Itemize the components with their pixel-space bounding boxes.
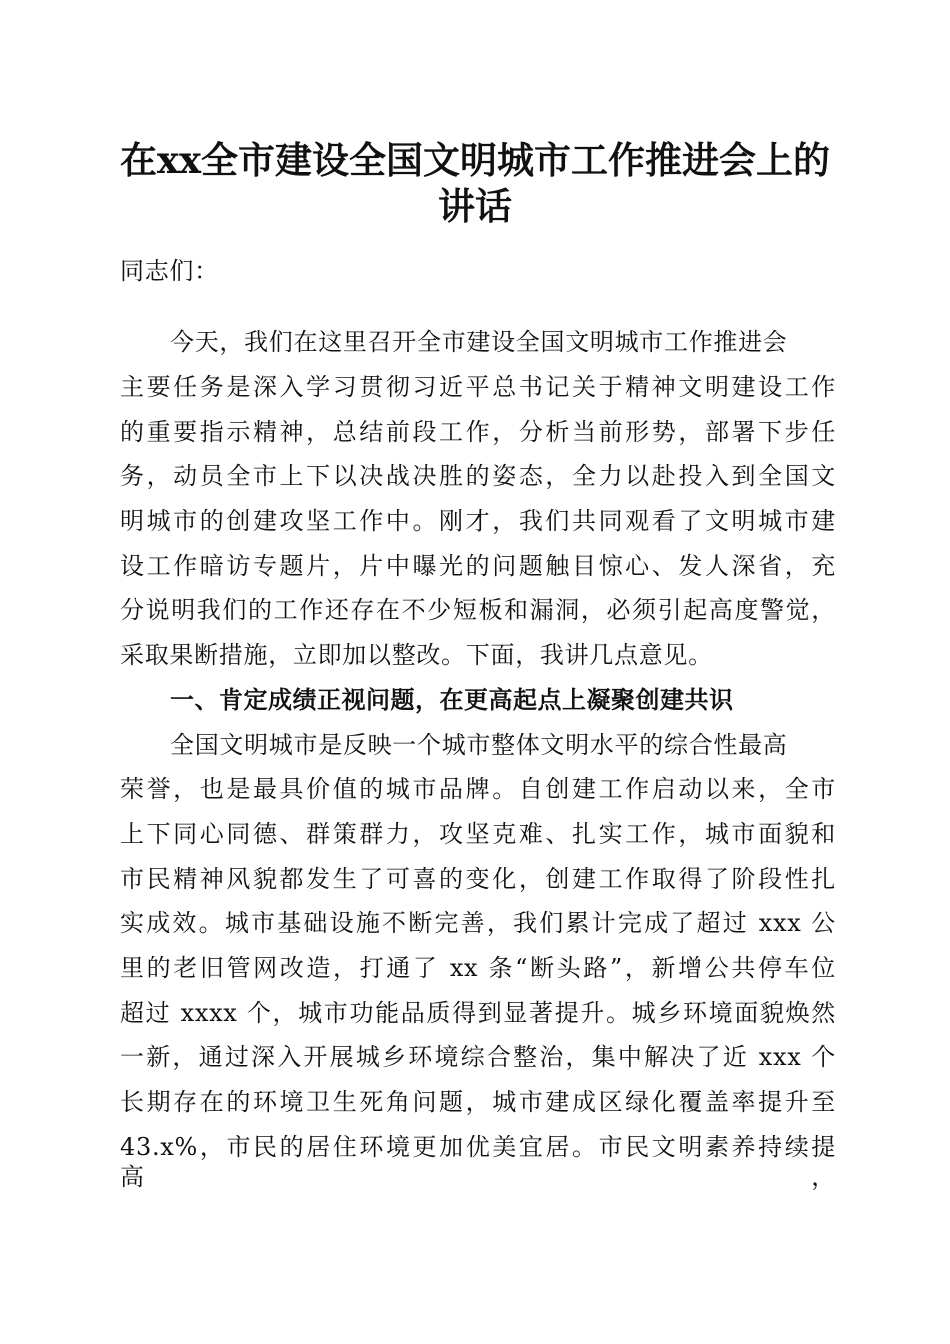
para1-line-2: 主要任务是深入学习贯彻习近平总书记关于精神文明建设工作 (120, 373, 836, 401)
document-title-line-2: 讲话 (438, 184, 512, 228)
para2-line-10: 43.x%，市民的居住环境更加优美宜居。市民文明素养持续提高， (120, 1133, 836, 1191)
document-title-line-1: 在xx全市建设全国文明城市工作推进会上的 (119, 138, 831, 182)
para2-line-4: 市民精神风貌都发生了可喜的变化，创建工作取得了阶段性扎 (120, 865, 836, 893)
para2-line-9: 长期存在的环境卫生死角问题，城市建成区绿化覆盖率提升至 (120, 1088, 836, 1116)
para1-line-5: 明城市的创建攻坚工作中。刚才，我们共同观看了文明城市建 (120, 507, 836, 535)
para1-line-3: 的重要指示精神，总结前段工作，分析当前形势，部署下步任 (120, 418, 836, 446)
para2-line-5: 实成效。城市基础设施不断完善，我们累计完成了超过 xxx 公 (120, 909, 836, 937)
para2-line-8: 一新，通过深入开展城乡环境综合整治，集中解决了近 xxx 个 (120, 1043, 836, 1071)
para1-line-1: 今天，我们在这里召开全市建设全国文明城市工作推进会 (170, 328, 788, 356)
para2-line-7: 超过 xxxx 个，城市功能品质得到显著提升。城乡环境面貌焕然 (120, 999, 836, 1027)
para1-line-6: 设工作暗访专题片，片中曝光的问题触目惊心、发人深省，充 (120, 552, 836, 580)
para2-line-2: 荣誉，也是最具价值的城市品牌。自创建工作启动以来，全市 (120, 775, 836, 803)
para2-line-6: 里的老旧管网改造，打通了 xx 条“断头路”，新增公共停车位 (120, 954, 836, 982)
para2-line-3: 上下同心同德、群策群力，攻坚克难、扎实工作，城市面貌和 (120, 820, 836, 848)
para1-line-4: 务，动员全市上下以决战决胜的姿态，全力以赴投入到全国文 (120, 462, 836, 490)
salutation: 同志们： (120, 257, 219, 285)
para1-line-8: 采取果断措施，立即加以整改。下面，我讲几点意见。 (120, 641, 713, 669)
para1-line-7: 分说明我们的工作还存在不少短板和漏洞，必须引起高度警觉， (120, 596, 836, 624)
para2-line-1: 全国文明城市是反映一个城市整体文明水平的综合性最高 (170, 731, 788, 759)
section-1-heading: 一、肯定成绩正视问题，在更高起点上凝聚创建共识 (170, 686, 734, 714)
